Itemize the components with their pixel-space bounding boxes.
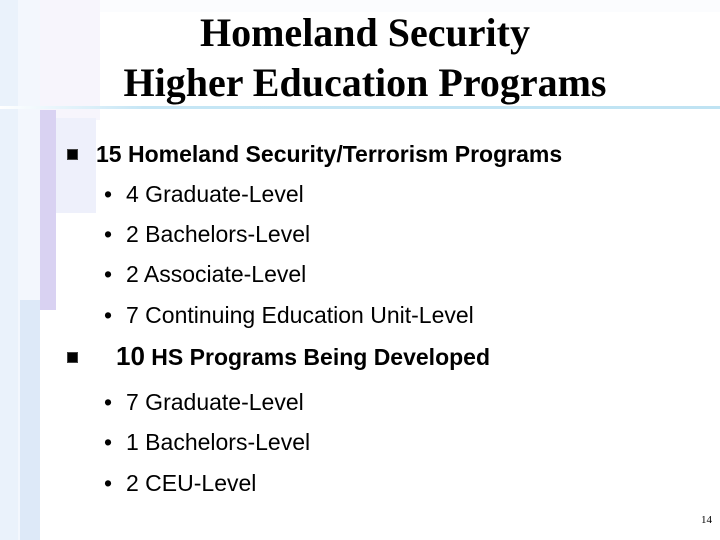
bullet-icon: • (104, 389, 113, 415)
list-item-text: 1 Bachelors-Level (126, 429, 311, 455)
square-bullet-icon (67, 149, 78, 160)
list-item (104, 428, 310, 456)
list-item (104, 220, 310, 248)
bullet-icon: • (104, 429, 113, 455)
title-divider (0, 106, 720, 109)
blue-bar-decoration (20, 300, 40, 540)
list-item (104, 260, 306, 288)
list-item-text: 2 Bachelors-Level (126, 221, 311, 247)
section-heading-number: 10 (116, 341, 145, 371)
list-item (104, 388, 304, 416)
bullet-icon: • (104, 261, 113, 287)
section-heading-text: Homeland Security/Terrorism Programs (121, 141, 563, 167)
bullet-icon: • (104, 181, 113, 207)
square-bullet-icon (67, 352, 78, 363)
lavender-block-decoration (56, 118, 96, 213)
section-heading-text: HS Programs Being Developed (144, 344, 491, 370)
bullet-icon: • (104, 470, 113, 496)
title-line-2: Higher Education Programs (123, 60, 607, 105)
list-item-text: 2 Associate-Level (126, 261, 307, 287)
title-line-1: Homeland Security (200, 10, 530, 55)
slide-title (40, 8, 690, 108)
list-item (104, 180, 304, 208)
bullet-icon: • (104, 221, 113, 247)
list-item-text: 4 Graduate-Level (126, 181, 304, 207)
section-heading-2 (116, 342, 490, 371)
list-item-text: 2 CEU-Level (126, 470, 257, 496)
list-item (104, 469, 256, 497)
bullet-icon: • (104, 302, 113, 328)
list-item-text: 7 Graduate-Level (126, 389, 304, 415)
page-number: 14 (701, 514, 712, 526)
section-heading-number: 15 (96, 141, 122, 167)
list-item-text: 7 Continuing Education Unit-Level (126, 302, 474, 328)
section-heading-1 (96, 140, 562, 168)
left-band-decoration (0, 0, 18, 540)
purple-bar-decoration (40, 110, 56, 310)
list-item (104, 301, 474, 329)
